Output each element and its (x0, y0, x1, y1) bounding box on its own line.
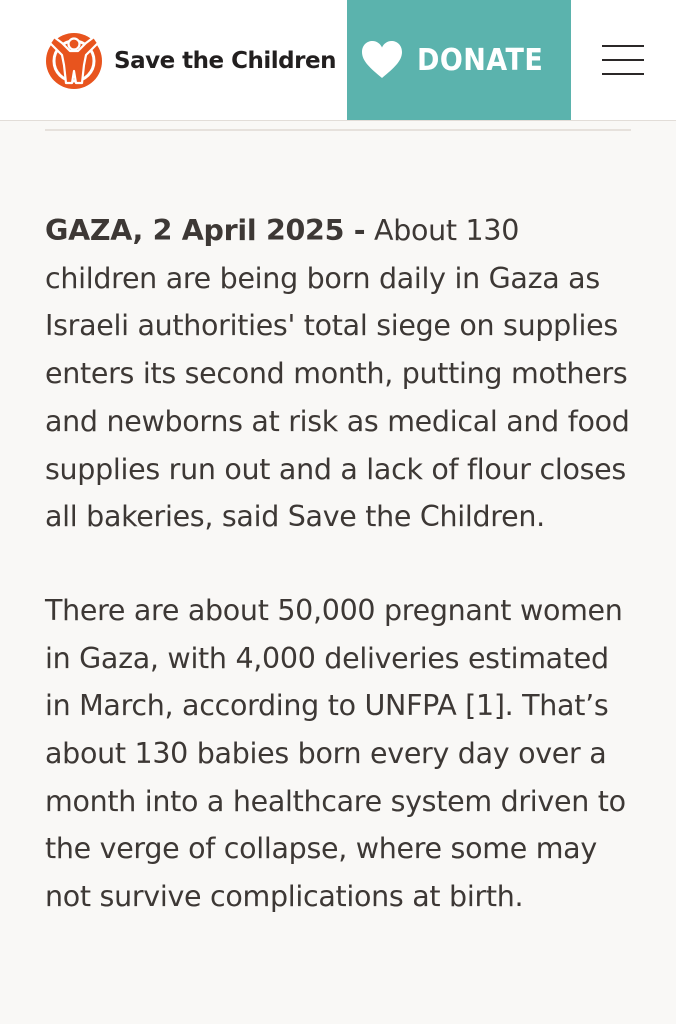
dateline: GAZA, 2 April 2025 - (45, 214, 366, 247)
content-divider (45, 129, 631, 131)
article-paragraph-1 (45, 207, 635, 541)
heart-icon (361, 41, 403, 79)
menu-line (602, 73, 644, 75)
menu-line (602, 59, 644, 61)
article-paragraph-2: There are about 50,000 pregnant women in Gaza, with 4,000 deliveries estimated in March, according to UNFPA [1]. That’s about 130 babies born every day over a month into a healthcare system driven to the verge of collapse, where some may not survive complications at birth. (45, 593, 626, 914)
donate-label: DONATE (416, 42, 544, 78)
paragraph-1-text: About 130 children are being born daily in Gaza as Israeli authorities' total siege on supplies enters its second month, putting mothers and newborns at risk as medical and food supplies run out and a lack of flour closes all bakeries, said Save the Children. (45, 214, 630, 534)
article-body (45, 207, 635, 967)
logo-link[interactable] (44, 30, 336, 92)
save-the-children-figure-icon (44, 31, 104, 91)
menu-line (602, 45, 644, 47)
hamburger-menu-icon[interactable] (598, 42, 646, 78)
donate-button[interactable] (347, 0, 571, 120)
site-header (0, 0, 676, 121)
logo-text: Save the Children (114, 48, 336, 74)
